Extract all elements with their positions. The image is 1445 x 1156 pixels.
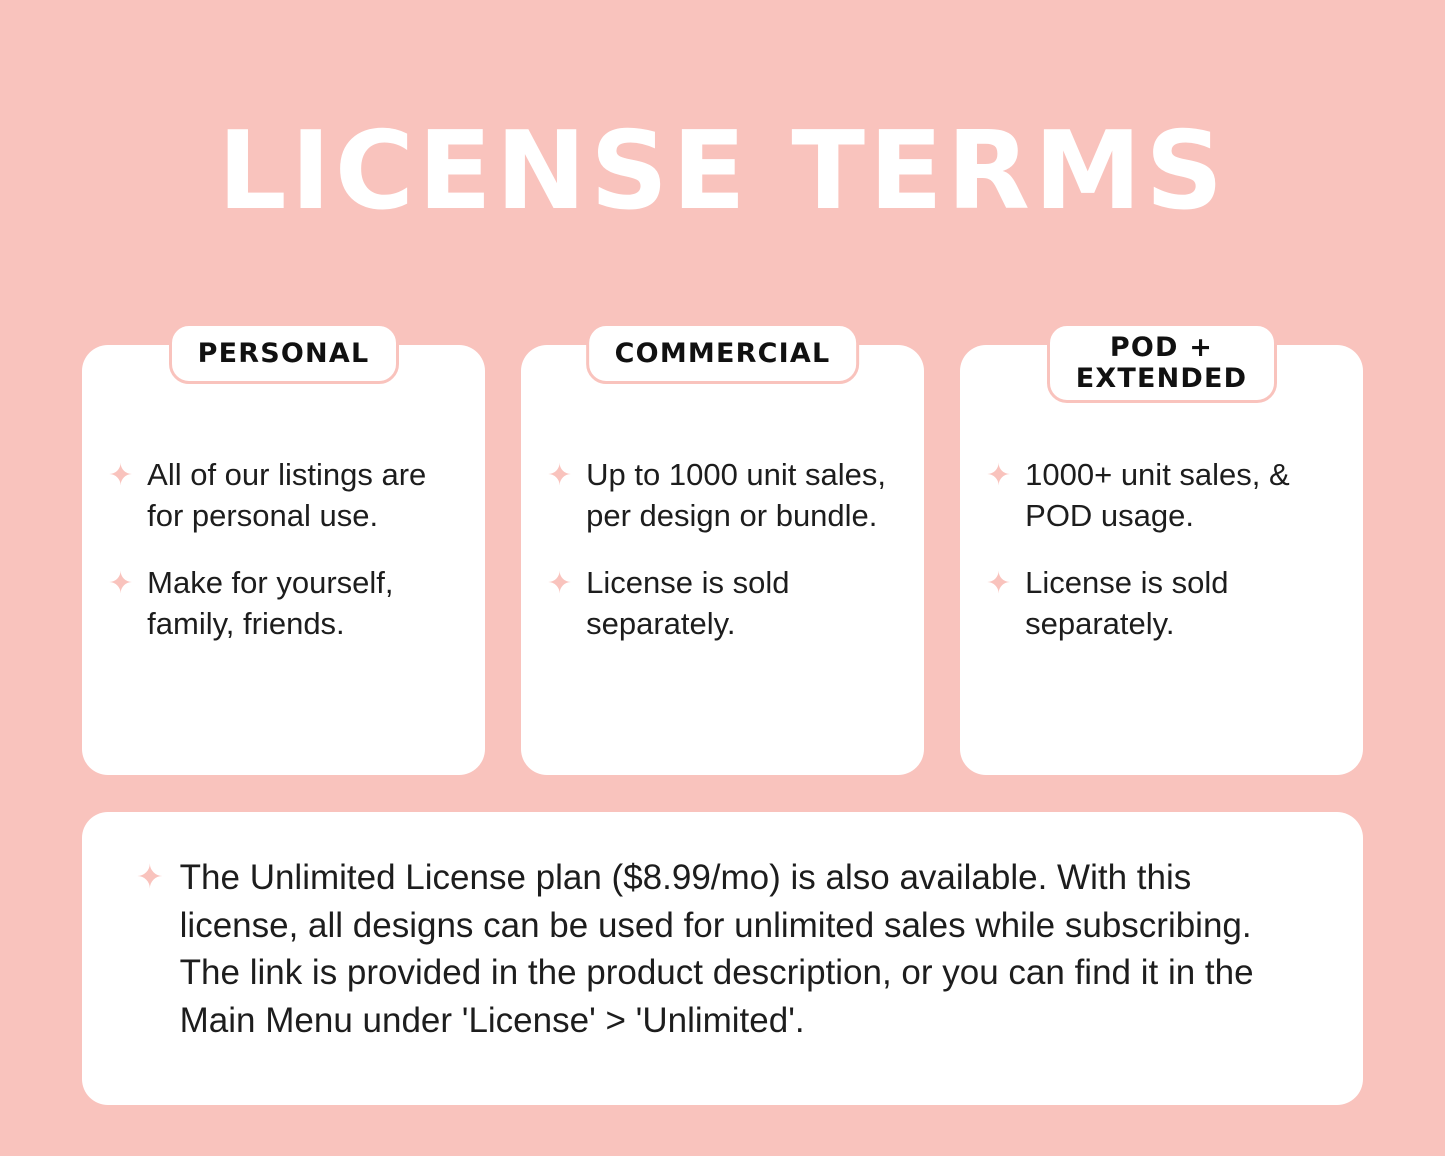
bullet-list-commercial (547, 455, 898, 645)
card-badge-commercial: COMMERCIAL (586, 323, 860, 384)
star-icon: ✦ (136, 858, 164, 895)
bullet-text: License is sold separately. (1025, 564, 1229, 641)
list-item (108, 455, 459, 537)
star-icon: ✦ (108, 566, 134, 600)
bullet-text: Up to 1000 unit sales, per design or bundle. (586, 457, 886, 533)
list-item (986, 455, 1337, 537)
license-card-commercial (521, 338, 924, 775)
unlimited-license-note-card (82, 812, 1363, 1105)
bullet-text: 1000+ unit sales, & POD usage. (1025, 457, 1290, 533)
card-badge-personal: PERSONAL (169, 323, 399, 384)
license-card-personal (82, 338, 485, 775)
star-icon: ✦ (547, 459, 573, 492)
bullet-text: Make for yourself, family, friends. (147, 564, 394, 641)
list-item (986, 563, 1337, 645)
star-icon: ✦ (986, 566, 1012, 600)
page-title: LICENSE TERMS (217, 109, 1228, 234)
bullet-list-pod-extended (986, 455, 1337, 645)
bullet-text: License is sold separately. (586, 564, 790, 641)
list-item (108, 563, 459, 645)
card-badge-pod-extended: POD + EXTENDED (1047, 323, 1277, 403)
unlimited-license-note: The Unlimited License plan ($8.99/mo) is also available. With this license, all designs can be used for unlimited sales while subscribing. The link is provided in the product description, or you can find it in the Main Menu under 'License' > 'Unlimited'. (179, 858, 1254, 1040)
license-cards (82, 332, 1363, 775)
license-card-pod-extended (960, 332, 1363, 775)
list-item (547, 563, 898, 645)
star-icon: ✦ (547, 566, 573, 600)
bullet-list-personal (108, 455, 459, 645)
star-icon: ✦ (986, 459, 1012, 492)
list-item (547, 455, 898, 537)
bullet-text: All of our listings are for personal use. (147, 457, 427, 533)
star-icon: ✦ (108, 459, 134, 492)
list-item (136, 854, 1309, 1044)
